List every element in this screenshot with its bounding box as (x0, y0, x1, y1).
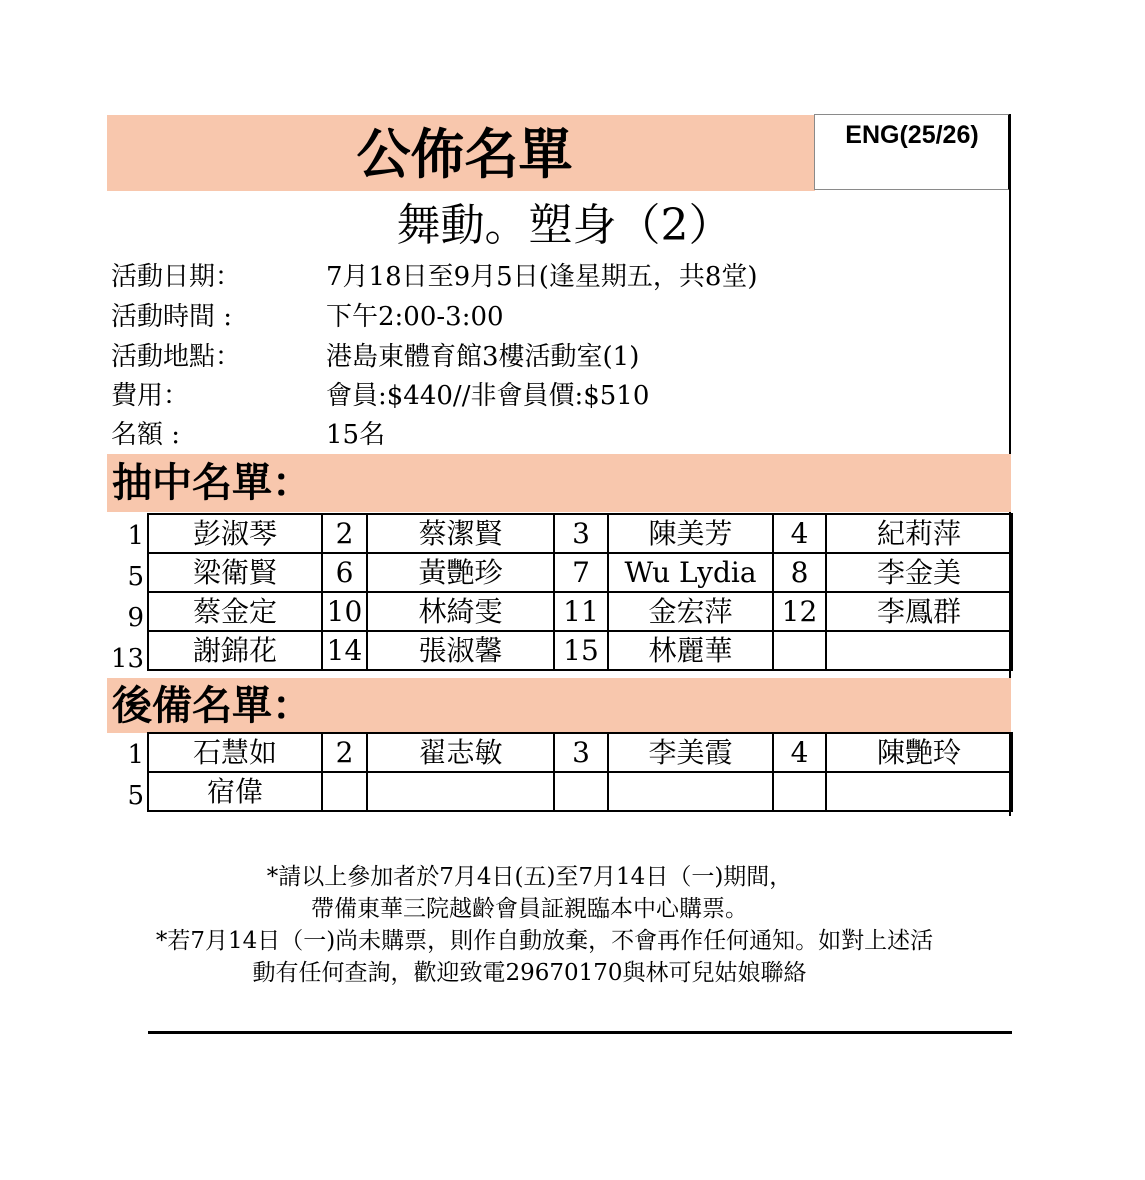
info-label-quota: 名額 : (111, 420, 181, 450)
note-line: *若7月14日（一)尚未購票，則作自動放棄，不會再作任何通知。如對上述活 (155, 928, 934, 954)
selected-table (147, 513, 1013, 671)
name-cell: 李鳳群 (826, 592, 1012, 631)
name-cell: 張淑馨 (367, 631, 554, 670)
number-cell (773, 631, 826, 670)
name-cell: 黃艷珍 (367, 553, 554, 592)
name-cell (826, 631, 1012, 670)
number-cell: 4 (773, 514, 826, 553)
name-cell (367, 772, 554, 811)
name-cell: 李美霞 (608, 733, 773, 772)
name-cell: 翟志敏 (367, 733, 554, 772)
number-cell (773, 772, 826, 811)
name-cell: 林麗華 (608, 631, 773, 670)
note-line: 帶備東華三院越齡會員証親臨本中心購票。 (311, 896, 748, 922)
info-value-quota: 15名 (326, 420, 386, 450)
table-row (148, 631, 1012, 670)
name-cell: 紀莉萍 (826, 514, 1012, 553)
number-cell: 7 (554, 553, 608, 592)
info-value-date: 7月18日至9月5日(逢星期五，共8堂) (326, 262, 758, 292)
waitlist-table (147, 732, 1013, 812)
row-number: 5 (127, 781, 144, 811)
table-row (148, 772, 1012, 811)
name-cell (608, 772, 773, 811)
selected-title: 抽中名單： (112, 460, 312, 506)
name-cell: 蔡潔賢 (367, 514, 554, 553)
row-number: 9 (127, 603, 144, 633)
number-cell: 15 (554, 631, 608, 670)
row-number: 13 (110, 644, 144, 674)
number-cell: 2 (322, 733, 367, 772)
name-cell: 林綺雯 (367, 592, 554, 631)
table-row (148, 514, 1012, 553)
name-cell: 金宏萍 (608, 592, 773, 631)
number-cell: 10 (322, 592, 367, 631)
info-value-time: 下午2:00-3:00 (326, 302, 504, 332)
info-label-time: 活動時間 : (111, 302, 233, 332)
number-cell: 3 (554, 514, 608, 553)
name-cell: 梁衛賢 (148, 553, 322, 592)
number-cell (322, 772, 367, 811)
row-number: 1 (127, 740, 144, 770)
table-row (148, 592, 1012, 631)
bottom-divider (148, 1031, 1012, 1034)
table-row (148, 733, 1012, 772)
info-value-fee: 會員:$440//非會員價:$510 (326, 381, 650, 411)
row-number: 5 (127, 562, 144, 592)
name-cell: 謝錦花 (148, 631, 322, 670)
number-cell: 14 (322, 631, 367, 670)
name-cell: 彭淑琴 (148, 514, 322, 553)
code-label: ENG(25/26) (845, 121, 979, 149)
note-line: 動有任何查詢，歡迎致電29670170與林可兒姑娘聯絡 (252, 960, 807, 986)
name-cell (826, 772, 1012, 811)
number-cell: 6 (322, 553, 367, 592)
activity-name: 舞動。塑身（2） (396, 200, 733, 251)
waitlist-title: 後備名單： (112, 683, 312, 729)
name-cell: 蔡金定 (148, 592, 322, 631)
number-cell: 12 (773, 592, 826, 631)
number-cell (554, 772, 608, 811)
name-cell: 李金美 (826, 553, 1012, 592)
name-cell: 石慧如 (148, 733, 322, 772)
number-cell: 3 (554, 733, 608, 772)
info-label-date: 活動日期： (111, 262, 242, 292)
row-number: 1 (127, 521, 144, 551)
number-cell: 2 (322, 514, 367, 553)
name-cell: 陳艷玲 (826, 733, 1012, 772)
number-cell: 8 (773, 553, 826, 592)
page-title: 公佈名單 (356, 123, 573, 186)
info-label-fee: 費用： (111, 381, 190, 411)
number-cell: 4 (773, 733, 826, 772)
number-cell: 11 (554, 592, 608, 631)
note-line: *請以上參加者於7月4日(五)至7月14日（一)期間， (266, 864, 793, 890)
name-cell: 陳美芳 (608, 514, 773, 553)
name-cell: 宿偉 (148, 772, 322, 811)
table-row (148, 553, 1012, 592)
name-cell: Wu Lydia (608, 553, 773, 592)
info-label-venue: 活動地點： (111, 342, 242, 372)
info-value-venue: 港島東體育館3樓活動室(1) (326, 342, 640, 372)
